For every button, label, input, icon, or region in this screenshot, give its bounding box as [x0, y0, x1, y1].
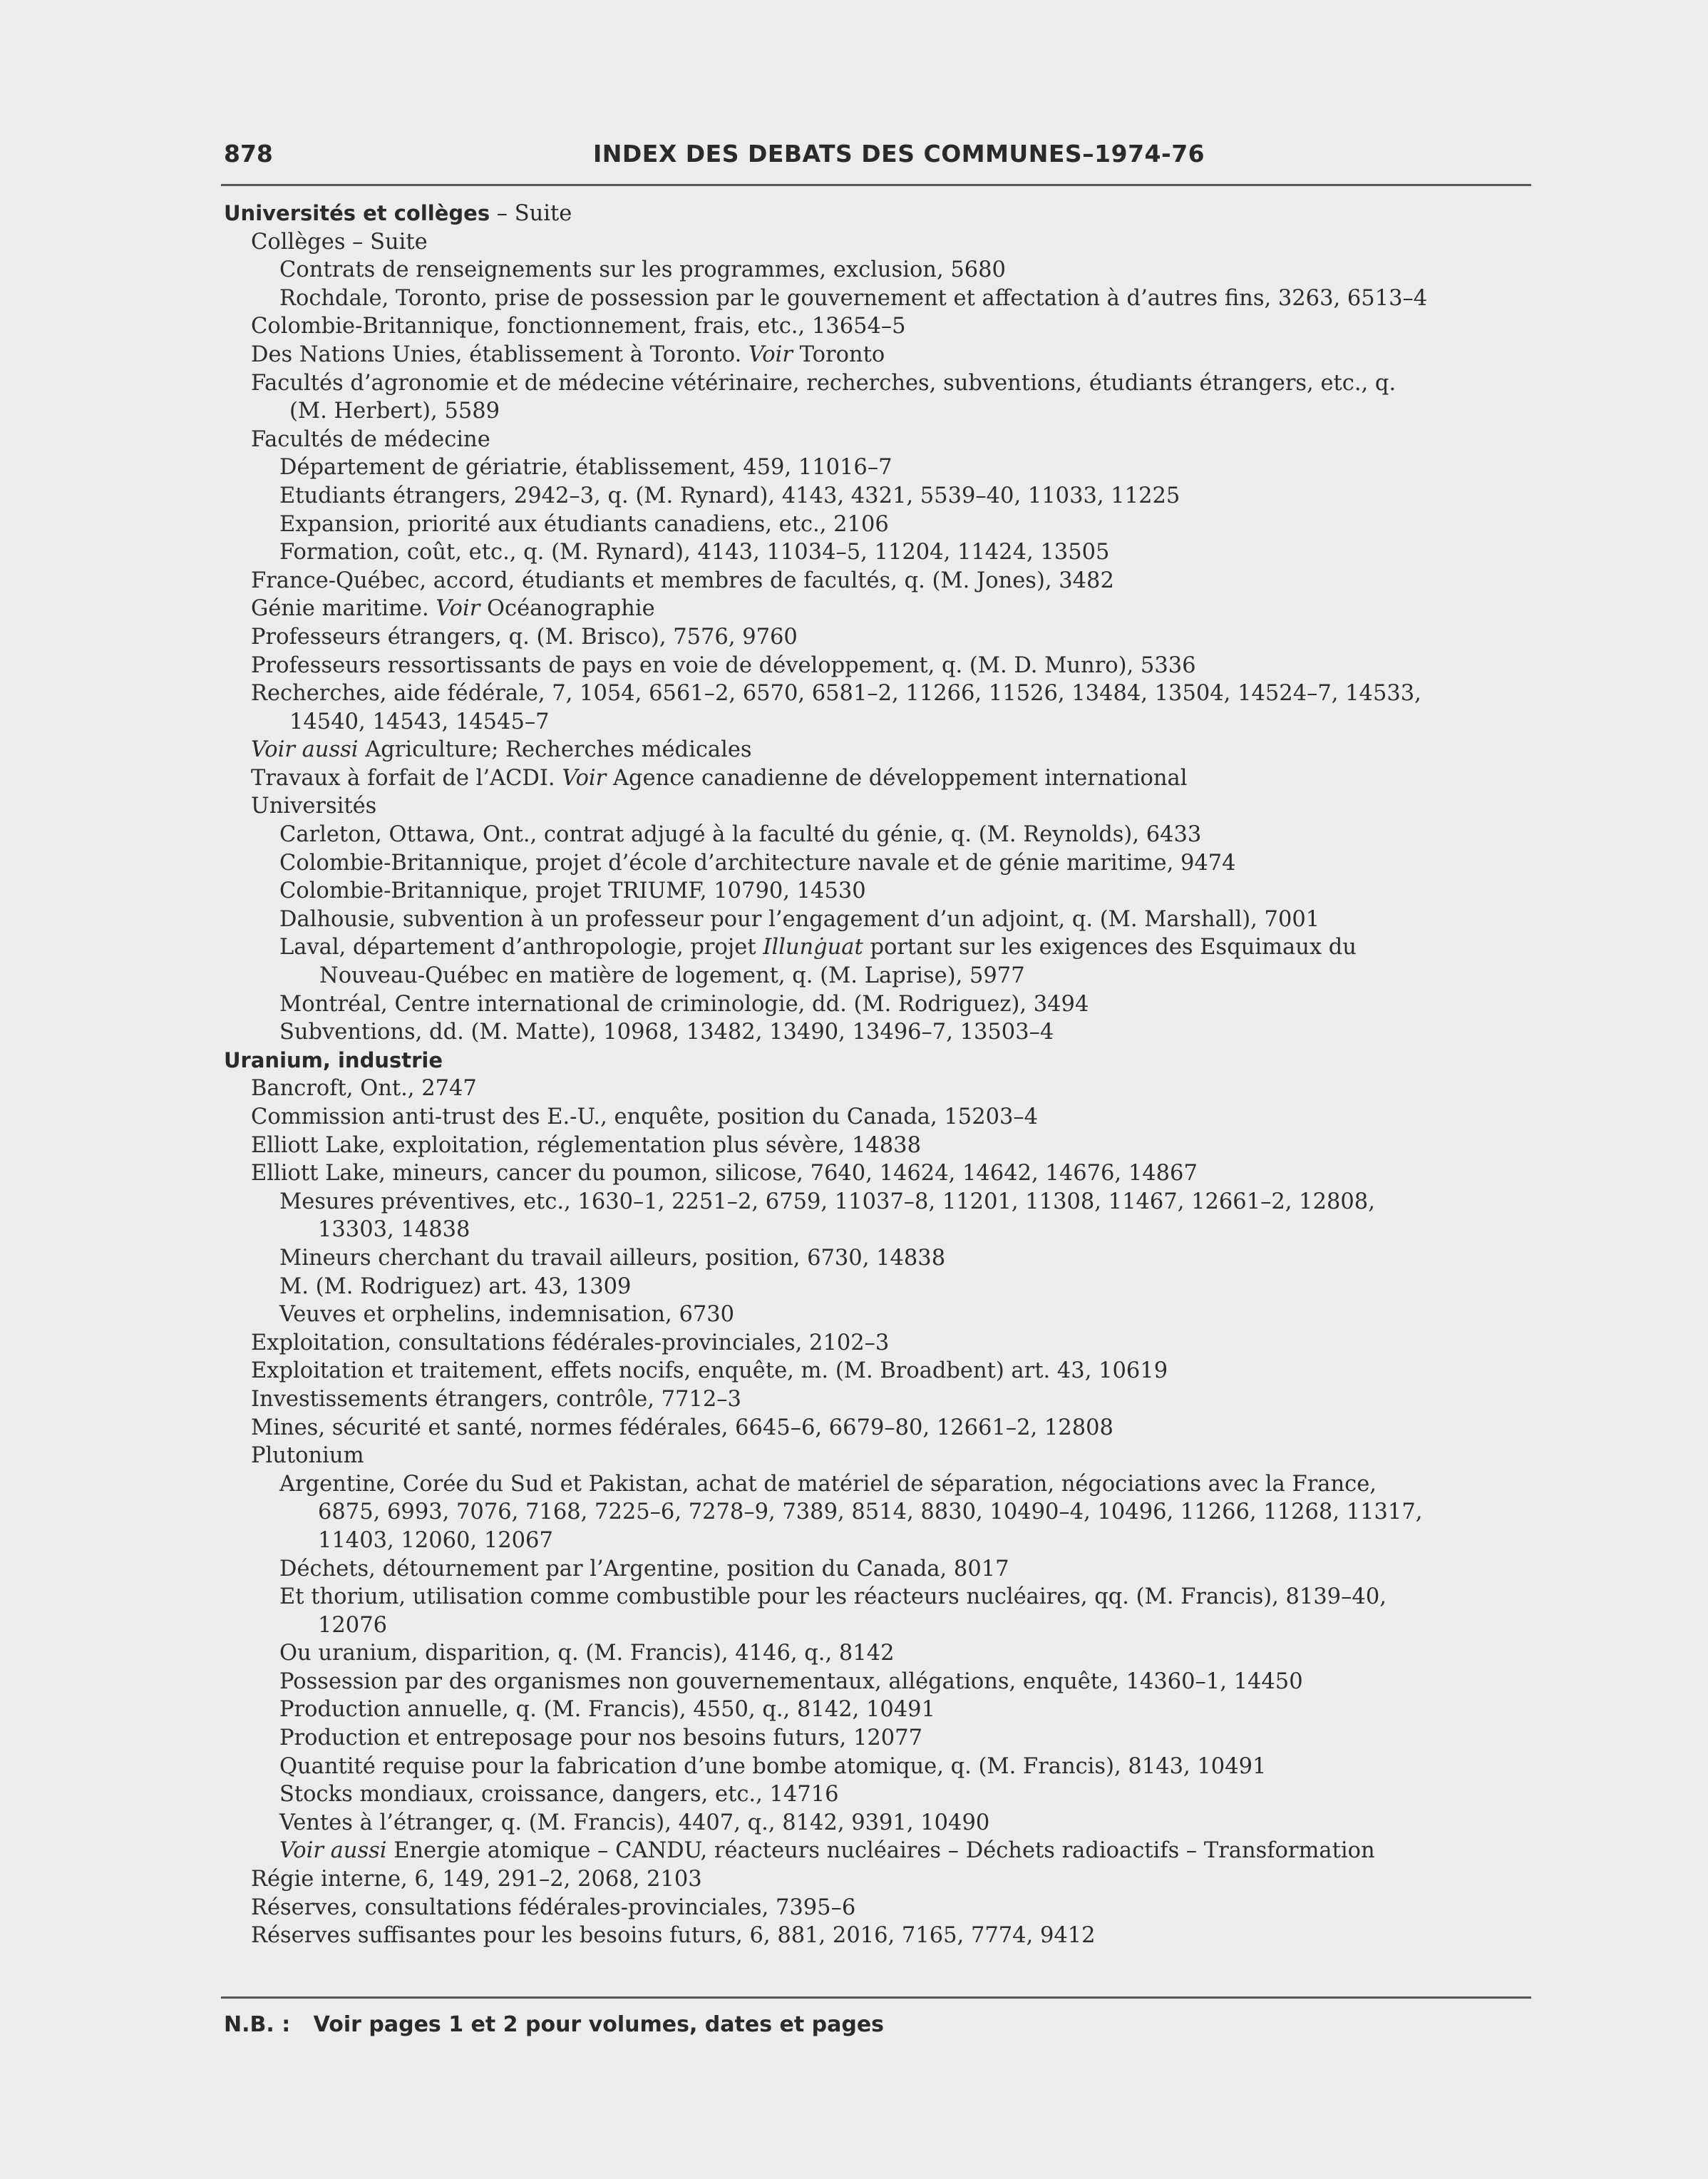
index-entry — [224, 906, 1535, 934]
entry-text: Colombie-Britannique, projet TRIUMF, 10790, 14530 — [279, 878, 866, 904]
entry-text: Colombie-Britannique, projet d’école d’architecture navale et de génie maritime, 9474 — [279, 850, 1236, 876]
entry-text: Quantité requise pour la fabrication d’une bombe atomique, q. (M. Francis), 8143, 10491 — [279, 1753, 1267, 1779]
entry-text: 12076 — [318, 1612, 388, 1638]
index-entry — [224, 1216, 1535, 1244]
index-entry — [224, 1159, 1535, 1188]
entry-text: Des Nations Unies, établissement à Toronto. — [251, 342, 742, 367]
entry-text: Commission anti-trust des E.-U., enquête, position du Canada, 15203–4 — [251, 1104, 1039, 1129]
index-entry — [224, 708, 1535, 737]
index-entry — [224, 1498, 1535, 1527]
index-entry — [224, 284, 1535, 313]
footer-note: Voir pages 1 et 2 pour volumes, dates et pages — [313, 2012, 885, 2037]
cross-reference-keyword: Voir — [562, 765, 607, 791]
cross-reference-target: Océanographie — [487, 596, 655, 622]
entry-text: Production et entreposage pour nos besoins futurs, 12077 — [279, 1726, 922, 1751]
index-entry — [224, 228, 1535, 257]
index-entry — [224, 1668, 1535, 1696]
entry-text: Carleton, Ottawa, Ont., contrat adjugé à la faculté du génie, q. (M. Reynolds), 6433 — [279, 822, 1202, 848]
entry-text: Contrats de renseignements sur les programmes, exclusion, 5680 — [279, 257, 1006, 283]
page-title: INDEX DES DEBATS DES COMMUNES–1974-76 — [593, 140, 1205, 168]
index-entry — [224, 369, 1535, 398]
entry-text: Professeurs ressortissants de pays en voie de développement, q. (M. D. Munro), 5336 — [251, 652, 1196, 678]
entry-text: M. (M. Rodriguez) art. 43, 1309 — [279, 1273, 632, 1299]
index-entry — [224, 1075, 1535, 1103]
entry-text: Etudiants étrangers, 2942–3, q. (M. Rynard), 4143, 4321, 5539–40, 11033, 11225 — [279, 483, 1180, 508]
index-entry — [224, 1103, 1535, 1132]
entry-text: Stocks mondiaux, croissance, dangers, etc., 14716 — [279, 1782, 839, 1808]
entry-text: Professeurs étrangers, q. (M. Brisco), 7576, 9760 — [251, 624, 798, 650]
entry-text: Nouveau-Québec en matière de logement, q. (M. Laprise), 5977 — [319, 963, 1025, 989]
index-entry — [224, 256, 1535, 284]
entry-text: Montréal, Centre international de criminologie, dd. (M. Rodriguez), 3494 — [279, 991, 1089, 1017]
index-entry — [224, 397, 1535, 426]
entry-text: Travaux à forfait de l’ACDI. — [251, 765, 555, 791]
index-heading — [224, 200, 1535, 228]
entry-text: Exploitation et traitement, effets nocifs, enquête, m. (M. Broadbent) art. 43, 10619 — [251, 1358, 1168, 1384]
entry-text: Laval, département d’anthropologie, projet — [279, 935, 756, 960]
index-entry — [224, 680, 1535, 708]
index-entry — [224, 1273, 1535, 1301]
cross-reference-keyword: Voir — [748, 342, 793, 367]
page-number: 878 — [224, 140, 273, 168]
entry-text: Subventions, dd. (M. Matte), 10968, 13482, 13490, 13496–7, 13503–4 — [279, 1020, 1054, 1045]
entry-text: Mesures préventives, etc., 1630–1, 2251–2, 6759, 11037–8, 11201, 11308, 11467, 12661–2, 12808, — [279, 1189, 1375, 1214]
index-entry — [224, 877, 1535, 906]
cross-reference-keyword: Voir aussi — [251, 737, 359, 763]
entry-text: Facultés d’agronomie et de médecine vétérinaire, recherches, subventions, étudiants étrangers, etc., q. — [251, 370, 1396, 396]
footer-nb: N.B. : — [224, 2012, 291, 2037]
cross-reference-keyword: Voir aussi — [279, 1838, 387, 1864]
cross-reference-target: Toronto — [799, 342, 885, 367]
index-entry — [224, 1329, 1535, 1358]
index-entry — [224, 1301, 1535, 1329]
entry-text: (M. Herbert), 5589 — [289, 399, 500, 424]
index-entry — [224, 1357, 1535, 1385]
entry-text: Déchets, détournement par l’Argentine, position du Canada, 8017 — [279, 1556, 1009, 1581]
index-entry — [224, 1442, 1535, 1470]
entry-text: 13303, 14838 — [318, 1217, 470, 1243]
entry-text: Formation, coût, etc., q. (M. Rynard), 4143, 11034–5, 11204, 11424, 13505 — [279, 540, 1110, 565]
index-entry — [224, 1922, 1535, 1950]
entry-text: Investissements étrangers, contrôle, 7712–3 — [251, 1386, 741, 1412]
cross-reference-target: Agence canadienne de développement international — [612, 765, 1188, 791]
entry-text: Collèges – Suite — [251, 229, 428, 255]
cross-reference-target: portant sur les exigences des Esquimaux du — [870, 935, 1357, 960]
entry-suffix: – Suite — [490, 201, 572, 226]
index-entry — [224, 1780, 1535, 1809]
index-entry — [224, 933, 1535, 962]
page-header — [224, 135, 1530, 171]
index-entry — [224, 1583, 1535, 1611]
entry-text: 11403, 12060, 12067 — [318, 1527, 553, 1553]
index-entry — [224, 623, 1535, 652]
cross-reference-keyword: Voir — [436, 596, 480, 622]
cross-reference-target: Agriculture; Recherches médicales — [365, 737, 752, 763]
index-entry — [224, 538, 1535, 567]
entry-text: Colombie-Britannique, fonctionnement, frais, etc., 13654–5 — [251, 314, 906, 339]
index-entry — [224, 595, 1535, 623]
entry-text: Exploitation, consultations fédérales-provinciales, 2102–3 — [251, 1330, 890, 1355]
index-heading — [224, 1047, 1535, 1075]
entry-text: Département de gériatrie, établissement, 459, 11016–7 — [279, 455, 892, 481]
entry-text: Rochdale, Toronto, prise de possession par le gouvernement et affectation à d’autres fins, 3263, 6513–4 — [279, 285, 1428, 311]
index-entry — [224, 1894, 1535, 1922]
entry-text: Plutonium — [251, 1443, 364, 1469]
entry-text: Bancroft, Ont., 2747 — [251, 1076, 477, 1102]
index-entry — [224, 1555, 1535, 1584]
index-entry — [224, 1837, 1535, 1865]
index-entry — [224, 1132, 1535, 1160]
index-entry — [224, 1470, 1535, 1499]
entry-text: Régie interne, 6, 149, 291–2, 2068, 2103 — [251, 1867, 702, 1892]
entry-text: 6875, 6993, 7076, 7168, 7225–6, 7278–9, 7389, 8514, 8830, 10490–4, 10496, 11266, 11268, 11317, — [318, 1499, 1423, 1525]
index-entry — [224, 567, 1535, 595]
index-entry — [224, 482, 1535, 511]
entry-text: Et thorium, utilisation comme combustible pour les réacteurs nucléaires, qq. (M. Francis), 8139–40, — [279, 1584, 1387, 1610]
entry-text: Mines, sécurité et santé, normes fédérales, 6645–6, 6679–80, 12661–2, 12808 — [251, 1415, 1113, 1440]
entry-text: Elliott Lake, mineurs, cancer du poumon, silicose, 7640, 14624, 14642, 14676, 14867 — [251, 1161, 1198, 1186]
entry-text: Production annuelle, q. (M. Francis), 4550, q., 8142, 10491 — [279, 1697, 935, 1723]
index-entry — [224, 453, 1535, 482]
index-entry — [224, 962, 1535, 990]
index-entry — [224, 849, 1535, 878]
index-entry — [224, 1809, 1535, 1837]
entry-text: Ventes à l’étranger, q. (M. Francis), 4407, q., 8142, 9391, 10490 — [279, 1810, 990, 1835]
entry-text: Dalhousie, subvention à un professeur pour l’engagement d’un adjoint, q. (M. Marshall), 7001 — [279, 906, 1320, 932]
index-entry — [224, 511, 1535, 539]
index-entry — [224, 1639, 1535, 1668]
entry-text: France-Québec, accord, étudiants et membres de facultés, q. (M. Jones), 3482 — [251, 568, 1114, 593]
entry-text: Possession par des organismes non gouvernementaux, allégations, enquête, 14360–1, 14450 — [279, 1668, 1303, 1694]
entry-text: Ou uranium, disparition, q. (M. Francis), 4146, q., 8142 — [279, 1641, 895, 1666]
index-entry — [224, 1865, 1535, 1894]
index-entry — [224, 1244, 1535, 1273]
entry-text: Mineurs cherchant du travail ailleurs, position, 6730, 14838 — [279, 1245, 946, 1271]
index-entry — [224, 990, 1535, 1019]
index-entries — [224, 200, 1535, 1950]
entry-text: Génie maritime. — [251, 596, 429, 622]
index-entry — [224, 1724, 1535, 1753]
entry-text: Expansion, priorité aux étudiants canadiens, etc., 2106 — [279, 511, 889, 537]
index-entry — [224, 1696, 1535, 1724]
entry-text: 14540, 14543, 14545–7 — [289, 709, 550, 734]
index-entry — [224, 312, 1535, 341]
footer-rule — [221, 1996, 1531, 1999]
index-entry — [224, 1611, 1535, 1640]
index-entry — [224, 1753, 1535, 1781]
index-entry — [224, 341, 1535, 369]
entry-text: Universités et collèges — [224, 201, 490, 225]
index-entry — [224, 792, 1535, 821]
index-entry — [224, 1527, 1535, 1555]
index-entry — [224, 821, 1535, 849]
cross-reference-target: Energie atomique – CANDU, réacteurs nucléaires – Déchets radioactifs – Transformation — [393, 1838, 1375, 1864]
index-entry — [224, 1188, 1535, 1216]
index-entry — [224, 426, 1535, 454]
entry-text: Facultés de médecine — [251, 426, 490, 452]
index-entry — [224, 764, 1535, 793]
entry-text: Recherches, aide fédérale, 7, 1054, 6561–2, 6570, 6581–2, 11266, 11526, 13484, 13504, 14524–7, 14533, — [251, 681, 1421, 707]
header-rule — [221, 184, 1531, 186]
cross-reference-keyword: Illunġuat — [763, 935, 863, 960]
entry-text: Universités — [251, 794, 377, 819]
index-entry — [224, 1385, 1535, 1414]
index-entry — [224, 736, 1535, 764]
index-entry — [224, 652, 1535, 680]
entry-text: Argentine, Corée du Sud et Pakistan, achat de matériel de séparation, négociations avec la France, — [279, 1471, 1377, 1497]
page-footer — [224, 2012, 884, 2037]
entry-text: Réserves suffisantes pour les besoins futurs, 6, 881, 2016, 7165, 7774, 9412 — [251, 1923, 1096, 1949]
index-entry — [224, 1414, 1535, 1442]
entry-text: Veuves et orphelins, indemnisation, 6730 — [279, 1302, 735, 1328]
entry-text: Réserves, consultations fédérales-provinciales, 7395–6 — [251, 1895, 856, 1920]
entry-text: Uranium, industrie — [224, 1047, 443, 1072]
index-entry — [224, 1018, 1535, 1047]
entry-text: Elliott Lake, exploitation, réglementation plus sévère, 14838 — [251, 1132, 921, 1158]
